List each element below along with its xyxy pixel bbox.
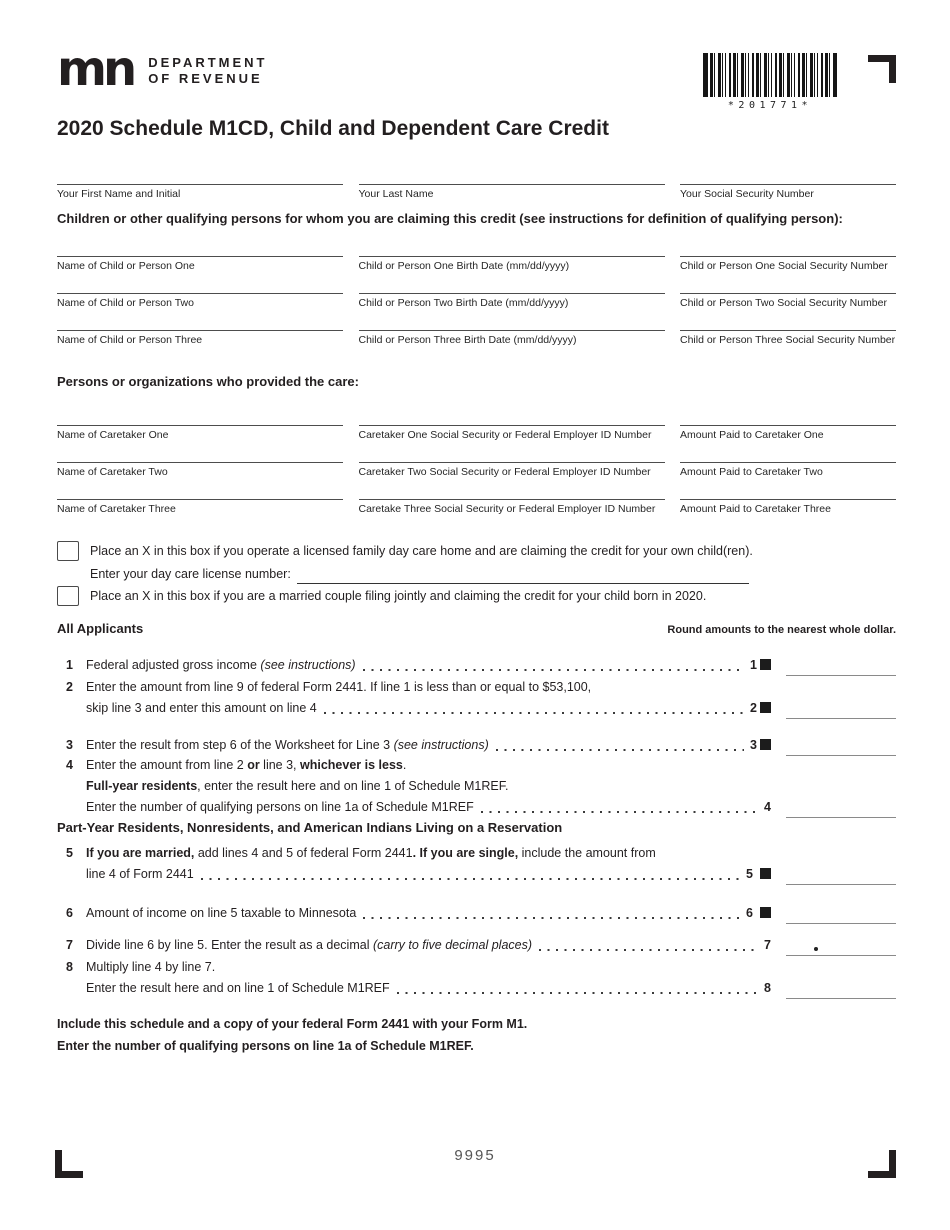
page-code: 9995 xyxy=(454,1147,496,1164)
form-line-7: 7 Divide line 6 by line 5. Enter the result as a decimal (carry to five decimal places) 7 xyxy=(57,935,896,956)
line-6-amount-input[interactable] xyxy=(786,903,896,924)
first-name-label: Your First Name and Initial xyxy=(57,188,181,200)
mn-dor-logo xyxy=(57,41,268,97)
dotted-leader xyxy=(496,735,744,756)
children-section-heading: Children or other qualifying persons for whom you are claiming this credit (see instructions for definition of qualifying person): xyxy=(57,211,843,226)
form-line-4: 4 Enter the amount from line 2 or line 3, whichever is less. Full-year residents, enter the result here and on line 1 of Schedule M1REF. Enter the number of qualifying persons on line 1a of Schedule M1REF 4 xyxy=(57,755,896,818)
child-row-3: Name of Child or Person Three Child or Person Three Birth Date (mm/dd/yyyy) Child or Person Three Social Security Number xyxy=(57,307,896,346)
child-1-ssn-input[interactable] xyxy=(680,233,896,257)
entry-box-icon xyxy=(760,659,771,670)
form-line-6: 6 Amount of income on line 5 taxable to Minnesota 6 xyxy=(57,903,896,924)
care-section-heading: Persons or organizations who provided the care: xyxy=(57,374,359,389)
dotted-leader xyxy=(481,797,758,818)
barcode-icon xyxy=(703,53,837,97)
all-applicants-header xyxy=(57,621,896,636)
footer-note-2: Enter the number of qualifying persons on line 1a of Schedule M1REF. xyxy=(57,1039,474,1053)
form-barcode xyxy=(703,53,837,111)
caretaker-2-id-input[interactable] xyxy=(359,439,665,463)
form-line-3: 3 Enter the result from step 6 of the Worksheet for Line 3 (see instructions) 3 xyxy=(57,735,896,756)
line-1-text: Federal adjusted gross income (see instructions) xyxy=(86,658,356,672)
mn-logo-icon: mn xyxy=(57,41,134,97)
caretaker-1-id-input[interactable] xyxy=(359,402,665,426)
caretaker-3-name-input[interactable] xyxy=(57,476,343,500)
line-5-amount-input[interactable] xyxy=(786,864,896,885)
caretaker-1-name-input[interactable] xyxy=(57,402,343,426)
field-ssn xyxy=(680,161,896,200)
identity-fields xyxy=(57,161,896,200)
form-line-2: 2 Enter the amount from line 9 of federal Form 2441. If line 1 is less than or equal to $53,100, skip line 3 and enter this amount on line 4 2 xyxy=(57,677,896,719)
license-number-input[interactable] xyxy=(297,564,749,584)
child-2-name-input[interactable] xyxy=(57,270,343,294)
part-year-heading: Part-Year Residents, Nonresidents, and American Indians Living on a Reservation xyxy=(57,820,563,835)
caretaker-1-amount-input[interactable] xyxy=(680,402,896,426)
form-line-5: 5 If you are married, add lines 4 and 5 of federal Form 2441. If you are single, include the amount from line 4 of Form 2441 5 xyxy=(57,843,896,885)
line-8-amount-input[interactable] xyxy=(786,978,896,999)
caretaker-row-1: Name of Caretaker One Caretaker One Social Security or Federal Employer ID Number Amount Paid to Caretaker One xyxy=(57,402,896,441)
daycare-checkbox-label: Place an X in this box if you operate a licensed family day care home and are claiming the credit for your own child(ren). xyxy=(90,544,753,558)
dotted-leader xyxy=(397,978,758,999)
form-line-1: 1 Federal adjusted gross income (see instructions) 1 xyxy=(57,655,896,676)
entry-box-icon xyxy=(760,739,771,750)
first-name-input[interactable] xyxy=(57,161,343,185)
line-3-amount-input[interactable] xyxy=(786,735,896,756)
footer-instructions xyxy=(57,1013,896,1057)
ssn-label: Your Social Security Number xyxy=(680,188,814,200)
line-7-decimal-input[interactable] xyxy=(786,935,896,956)
barcode-label: *201771* xyxy=(727,100,813,111)
dotted-leader xyxy=(539,935,758,956)
last-name-input[interactable] xyxy=(359,161,665,185)
field-first-name xyxy=(57,161,343,200)
footer-note-1: Include this schedule and a copy of your federal Form 2441 with your Form M1. xyxy=(57,1017,528,1031)
caretaker-row-3: Name of Caretaker Three Caretake Three Social Security or Federal Employer ID Number Amount Paid to Caretaker Three xyxy=(57,476,896,515)
daycare-checkbox-row xyxy=(57,541,896,561)
child-row-2: Name of Child or Person Two Child or Person Two Birth Date (mm/dd/yyyy) Child or Person Two Social Security Number xyxy=(57,270,896,309)
field-last-name xyxy=(359,161,665,200)
form-line-8: 8 Multiply line 4 by line 7. Enter the result here and on line 1 of Schedule M1REF 8 xyxy=(57,957,896,999)
line-2-amount-input[interactable] xyxy=(786,698,896,719)
married-checkbox-row xyxy=(57,586,896,606)
caretaker-3-id-input[interactable] xyxy=(359,476,665,500)
entry-box-icon xyxy=(760,702,771,713)
all-applicants-heading: All Applicants xyxy=(57,621,144,636)
child-row-1: Name of Child or Person One Child or Person One Birth Date (mm/dd/yyyy) Child or Person One Social Security Number xyxy=(57,233,896,272)
dotted-leader xyxy=(201,864,740,885)
caretaker-2-amount-input[interactable] xyxy=(680,439,896,463)
entry-box-icon xyxy=(760,868,771,879)
child-3-ssn-input[interactable] xyxy=(680,307,896,331)
license-number-label: Enter your day care license number: xyxy=(90,567,291,581)
page-title: 2020 Schedule M1CD, Child and Dependent Care Credit xyxy=(57,117,609,141)
last-name-label: Your Last Name xyxy=(358,188,434,200)
child-2-ssn-input[interactable] xyxy=(680,270,896,294)
child-2-birthdate-input[interactable] xyxy=(359,270,665,294)
daycare-checkbox[interactable] xyxy=(57,541,79,561)
dotted-leader xyxy=(363,655,744,676)
line-1-amount-input[interactable] xyxy=(786,655,896,676)
decimal-point xyxy=(814,947,818,951)
entry-box-icon xyxy=(760,907,771,918)
corner-mark-top-right xyxy=(868,55,896,83)
caretaker-2-name-input[interactable] xyxy=(57,439,343,463)
child-3-birthdate-input[interactable] xyxy=(359,307,665,331)
caretaker-row-2: Name of Caretaker Two Caretaker Two Social Security or Federal Employer ID Number Amount Paid to Caretaker Two xyxy=(57,439,896,478)
married-checkbox-label: Place an X in this box if you are a married couple filing jointly and claiming the credit for your child born in 2020. xyxy=(90,589,707,603)
child-3-name-input[interactable] xyxy=(57,307,343,331)
married-checkbox[interactable] xyxy=(57,586,79,606)
rounding-note: Round amounts to the nearest whole dollar. xyxy=(667,624,896,636)
ssn-input[interactable] xyxy=(680,161,896,185)
dotted-leader xyxy=(324,698,744,719)
child-1-birthdate-input[interactable] xyxy=(359,233,665,257)
department-wordmark: DEPARTMENT OF REVENUE xyxy=(148,55,268,86)
child-1-name-input[interactable] xyxy=(57,233,343,257)
caretaker-3-amount-input[interactable] xyxy=(680,476,896,500)
line-4-amount-input[interactable] xyxy=(786,797,896,818)
dotted-leader xyxy=(363,903,740,924)
license-number-row xyxy=(57,564,896,584)
